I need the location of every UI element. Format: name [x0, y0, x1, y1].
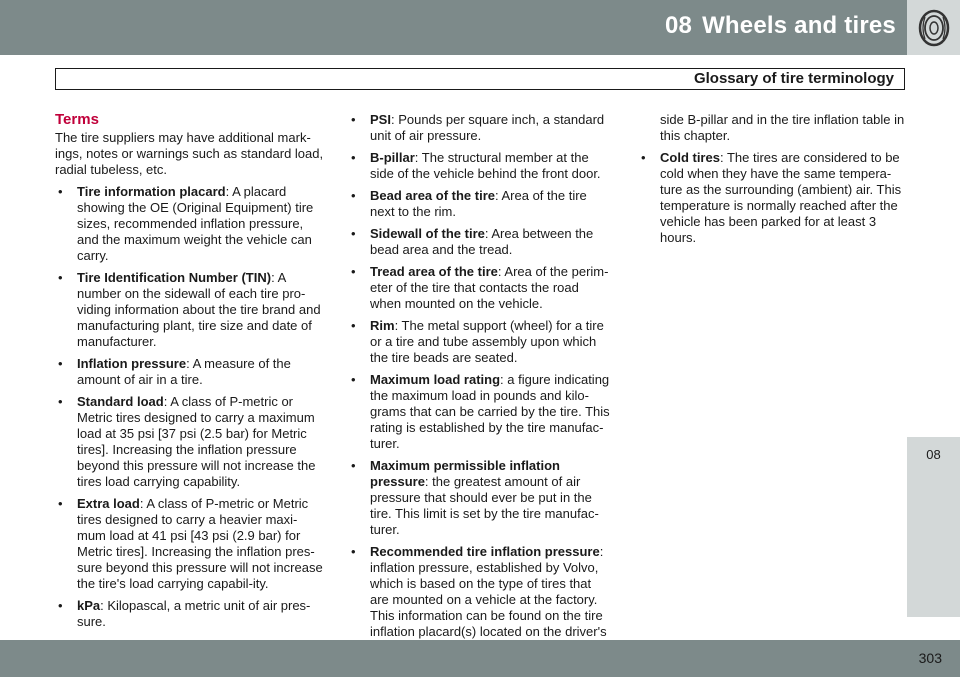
list-item: • Recommended tire inflation pressure: inflation pressure, established by Volvo, which is based on the type of tires that are mounted on a vehicle at the factory. This information can be found on the tire inflation placard(s) located on the driver's [348, 544, 613, 640]
section-header [55, 68, 905, 90]
list-item: • Standard load: A class of P-metric or Metric tires designed to carry a maximum load at 35 psi [37 psi (2.5 bar) for Metric tires]. Increasing the inflation pressure beyond this pressure will not increase the tires load carrying capability. [55, 394, 325, 490]
chapter-icon-box [907, 0, 960, 55]
terms-list-1 [55, 184, 325, 630]
list-item: • Maximum load rating: a figure indicating the maximum load in pounds and kilo-grams that can be carried by the tire. This rating is established by the tire manufac-turer. [348, 372, 613, 452]
chapter-name: Wheels and tires [702, 12, 896, 39]
tire-icon [917, 9, 951, 47]
chapter-number: 08 [664, 12, 693, 39]
list-item: • Tire Identification Number (TIN): A number on the sidewall of each tire pro-viding information about the tire brand and manufacturing plant, tire size and date of manufacturer. [55, 270, 325, 350]
list-item: • kPa: Kilopascal, a metric unit of air pres-sure. [55, 598, 325, 630]
terms-list-2 [348, 112, 613, 640]
terms-heading: Terms [55, 111, 99, 128]
section-title: Glossary of tire terminology [693, 70, 894, 87]
column-3 [638, 112, 906, 252]
list-item: • Inflation pressure: A measure of the amount of air in a tire. [55, 356, 325, 388]
chapter-header-bar [0, 0, 960, 55]
list-item: • Bead area of the tire: Area of the tire next to the rim. [348, 188, 613, 220]
list-item: • PSI: Pounds per square inch, a standard unit of air pressure. [348, 112, 613, 144]
footer-bar [0, 640, 960, 677]
side-tab-label: 08 [926, 447, 941, 462]
list-item: • Extra load: A class of P-metric or Metric tires designed to carry a heavier maxi-mum load at 41 psi [43 psi (2.9 bar) for Metric tires]. Increasing the inflation pres-sure beyond this pressure will not increase the tire's load carrying capabil-ity. [55, 496, 325, 592]
list-item: • B-pillar: The structural member at the side of the vehicle behind the front door. [348, 150, 613, 182]
terms-list-3 [638, 112, 906, 246]
chapter-side-tab [907, 437, 960, 617]
list-item: • Tire information placard: A placard showing the OE (Original Equipment) tire sizes, recommended inflation pressure, and the maximum weight the vehicle can carry. [55, 184, 325, 264]
list-item: • Sidewall of the tire: Area between the bead area and the tread. [348, 226, 613, 258]
list-item-continuation: side B-pillar and in the tire inflation table in this chapter. [660, 112, 905, 143]
list-item: • Tread area of the tire: Area of the perim-eter of the tire that contacts the road when mounted on the vehicle. [348, 264, 613, 312]
intro-paragraph: The tire suppliers may have additional mark-ings, notes or warnings such as standard load, radial tubeless, etc. [55, 130, 324, 177]
chapter-title [665, 12, 896, 40]
column-2 [348, 112, 613, 646]
column-1 [55, 112, 325, 636]
page-number: 303 [918, 650, 942, 666]
list-item: • Cold tires: The tires are considered to be cold when they have the same tempera-ture as the surrounding (ambient) air. This temperature is normally reached after the vehicle has been parked for at least 3 hours. [638, 150, 906, 246]
list-item: • Rim: The metal support (wheel) for a tire or a tire and tube assembly upon which the tire beads are seated. [348, 318, 613, 366]
list-item: • Maximum permissible inflation pressure: the greatest amount of air pressure that should ever be put in the tire. This limit is set by the tire manufac-turer. [348, 458, 613, 538]
